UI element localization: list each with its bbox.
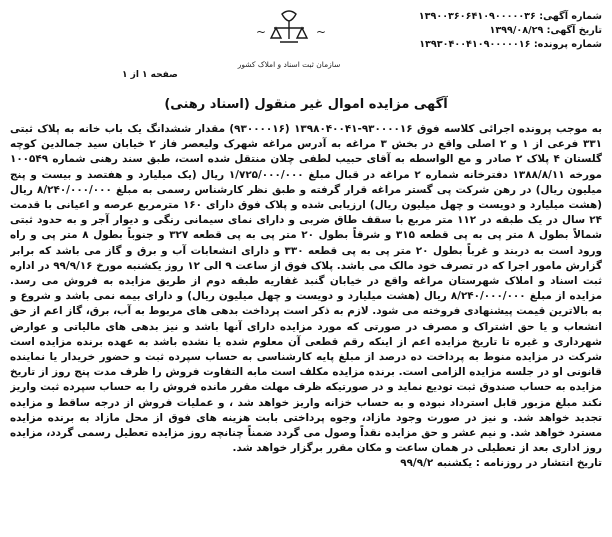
case-number: ۱۳۹۳۰۴۰۰۴۱۰۹۰۰۰۰۰۱۶ <box>419 39 531 50</box>
organization-name: سازمان ثبت اسناد و املاک کشور <box>237 60 341 69</box>
notice-title: آگهی مزایده اموال غیر منقول (اسناد رهنی) <box>164 97 448 112</box>
notice-body <box>10 122 602 530</box>
case-number-label: شماره پرونده: <box>533 39 602 50</box>
page-number: صفحه ۱ از ۱ <box>122 70 178 80</box>
case-number-line <box>342 38 602 52</box>
notice-date: ۱۳۹۹/۰۸/۲۹ <box>489 25 544 36</box>
notice-date-label: تاریخ آگهی: <box>546 25 602 36</box>
notice-number: ۱۳۹۰۰۳۶۰۶۴۱۰۹۰۰۰۰۰۳۶ <box>418 11 536 22</box>
svg-text:~: ~ <box>256 25 267 39</box>
publish-date-line: تاریخ انتشار در روزنامه : یکشنبه ۹۹/۹/۲ <box>400 457 602 470</box>
notice-number-line <box>342 10 602 24</box>
emblem-icon <box>230 6 348 60</box>
notice-metadata <box>342 10 602 52</box>
notice-date-line <box>342 24 602 38</box>
notice-paragraph: به موجب پرونده اجرائی کلاسه فوق ۹۳۰۰۰۰۱۶-۱۳۹۸۰۴۰۰۴۱ (۹۳۰۰۰۰۱۶) مقدار ششدانگ یک باب خانه به پلاک ثبتی ۳۳۱ فرعی از ۱ و ۲ اصلی واقع در بخش ۳ مراغه به آدرس مراغه شهرک ولیعصر فاز ۲ خیابان سید جمالدین کوچه گلستان ۴ پلاک ۲ صادر و مع الواسطه به آقای حبیب لطفی چلان منتقل شده است، طبق سند رهنی شماره ۱۰۰۵۴۹ مورخه ۱۳۸۸/۸/۱۱ دفترخانه شماره ۲ مراغه در قبال مبلغ ۱/۷۲۵/۰۰۰/۰۰۰ ریال (یک میلیارد و هفتصد و بیست و پنج میلیون ریال) در رهن شرکت پی گستر مراغه قرار گرفته و طبق نظر کارشناس رسمی به مبلغ ۸/۲۴۰/۰۰۰/۰۰۰ ریال (هشت میلیارد و دویست و چهل میلیون ریال) ارزیابی شده و پلاک فوق دارای ۱۶۰ مترمربع عرصه و اعیانی با قدمت ۲۴ سال در یک طبقه در ۱۱۲ متر مربع با سقف طاق ضربی و دارای نمای سیمانی رنگی و دیوار آجر و به حدود ثبتی شمالاً بطول ۸ متر پی به پی قطعه ۳۱۵ و شرقاً بطول ۲۰ متر پی به پی قطعه ۳۲۷ و جنوباً بطول ۸ متر پی و راه ورود است به دربند و غرباً بطول ۲۰ متر پی به پی قطعه ۳۳۰ و دارای انشعابات آب و برق و گاز می باشد که برابر گزارش مامور اجرا که در تصرف خود مالک می باشد. پلاک فوق از ساعت ۹ الی ۱۲ روز یکشنبه مورخ ۹۹/۹/۱۶ در اداره ثبت اسناد و املاک شهرستان مراغه واقع در خیابان گنبد غفاریه طبقه دوم از طریق مزایده به فروش می رسد. مزایده از مبلغ ۸/۲۴۰/۰۰۰/۰۰۰ ریال (هشت میلیارد و دویست و چهل میلیون ریال) و دارای بیمه نمی باشد و شروع و به بالاترین قیمت پیشنهادی فروخته می شود. لازم به ذکر است پرداخت بدهی های مربوط به آب، برق، گاز اعم از حق انشعاب و یا حق اشتراک و مصرف در صورتی که مورد مزایده دارای آنها باشد و نیز بدهی های مالیاتی و عوارض شهرداری و غیره تا تاریخ مزایده اعم از اینکه رقم قطعی آن معلوم شده یا نشده باشد به عهده برنده مزایده است شرکت در مزایده منوط به پرداخت ده درصد از مبلغ پایه کارشناسی به حساب سپرده ثبت و حضور خریدار یا نماینده قانونی او در جلسه مزایده الزامی است. برنده مزایده مکلف است مابه التفاوت فروش را ظرف مدت پنج روز از تاریخ مزایده به حساب صندوق ثبت تودیع نماید و در صورتیکه ظرف مهلت مقرر مانده فروش را به حساب سپرده ثبت واریز نکند مبلغ مزبور قابل استرداد نبوده و به حساب خزانه واریز خواهد شد ، و عملیات فروش از درجه ساقط و مزایده تجدید خواهد شد. و نیز در صورت وجود مازاد، وجوه پرداختی بابت هزینه های فوق از محل مازاد به برنده مزایده مسترد خواهد شد. و نیم عشر و حق مزایده نقداً وصول می گردد ضمناً چنانچه روز مزایده تعطیل رسمی گردد، مزایده روز اداری بعد از تعطیلی در همان ساعت و مکان مقرر برگزار خواهد شد. <box>10 123 602 455</box>
notice-number-label: شماره آگهی: <box>539 11 602 22</box>
organization-logo <box>230 6 348 76</box>
svg-text:~: ~ <box>316 25 327 39</box>
